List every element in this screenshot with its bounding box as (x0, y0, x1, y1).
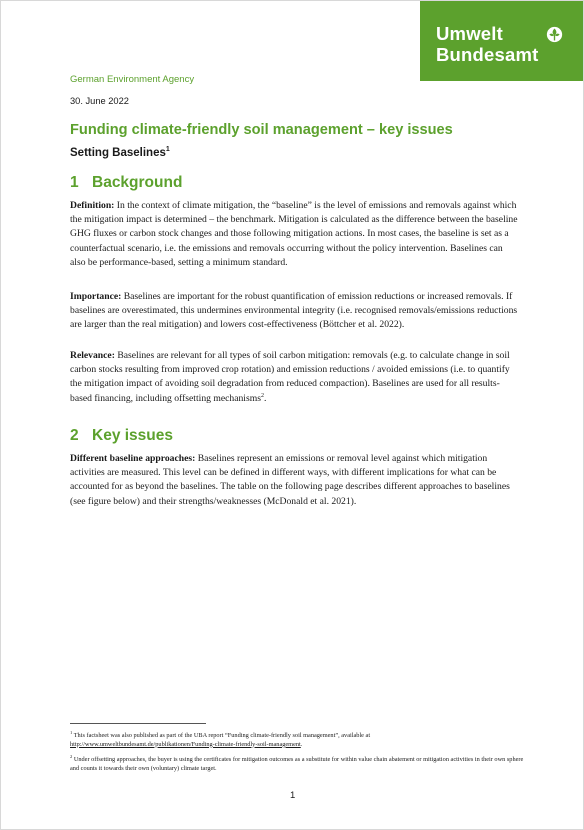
paragraph-end: . (263, 392, 267, 404)
paragraph-label: Definition: (70, 200, 115, 211)
page-number: 1 (290, 790, 296, 801)
document-title: Funding climate-friendly soil management – key issues (70, 122, 453, 138)
footnote-number: 1 (70, 730, 73, 735)
paragraph-label: Importance: (70, 291, 122, 302)
footnote-2 (70, 753, 525, 773)
paragraph-text: In the context of climate mitigation, the “baseline” is the level of emissions and removals against which the mitigation impact is determined – the benchmark. Mitigation is calculated as the difference between the baseline GHG fluxes or carbon stock changes and those following mitigation actions. In most cases, the baseline is set as a counterfactual scenario, i.e. the emissions and removals occurring without the policy intervention. Baselines can also be performance-based, setting a minimum standard. (70, 200, 518, 268)
footnote-1 (70, 729, 525, 749)
footnote-divider (70, 723, 206, 724)
uba-logo (420, 1, 583, 81)
logo-line-umwelt: Umwelt (436, 23, 503, 44)
paragraph-text: Baselines are relevant for all types of soil carbon mitigation: removals (e.g. to calculate change in soil carbon stocks resulting from improved crop rotation) and emission reductions / avoided emissions (i.e. to quantify the mitigation impact of avoiding soil degradation from reduced compaction). Baselines are used for all results-based financing, including offsetting mechanisms (70, 350, 510, 404)
section-number: 2 (70, 427, 79, 444)
subtitle-text: Setting Baselines (70, 146, 166, 159)
paragraph-text: Baselines are important for the robust quantification of emission reductions or increased removals. If baselines are overestimated, this undermines environmental integrity (i.e. recognised removals/emissions reductions are larger than the real mitigation) and lowers cost-effectiveness (Böttcher et al. 2022). (70, 291, 518, 331)
paragraph-label: Relevance: (70, 350, 115, 361)
logo-line-bundesamt: Bundesamt (436, 44, 539, 65)
section-number: 1 (70, 174, 79, 191)
section-title: Key issues (92, 427, 173, 444)
document-date: 30. June 2022 (70, 96, 129, 106)
document-subtitle (70, 146, 170, 159)
agency-name: German Environment Agency (70, 74, 195, 85)
footnote-text: Under offsetting approaches, the buyer is using the certificates for mitigation outcomes as a substitute for within value chain abatement or mitigation activities in their own sphere and counts it towards their own (voluntary) climate target. (70, 756, 524, 772)
paragraph-text: Baselines represent an emissions or removal level against which mitigation activities are measured. This level can be defined in different ways, with different implications for what can be accounted for as beyond the baselines. The table on the following page describes different approaches to baselines (see figure below) and their strengths/weaknesses (McDonald et al. 2021). (70, 453, 510, 507)
footnote-end: . (300, 740, 303, 748)
footnote-number: 2 (70, 754, 73, 759)
footnote-ref-1: 1 (165, 146, 170, 153)
paragraph-definition (70, 199, 520, 270)
paragraph-label: Different baseline approaches: (70, 453, 196, 464)
footnote-ref-2: 2 (260, 392, 264, 399)
paragraph-baseline-approaches (70, 452, 520, 509)
paragraph-relevance (70, 349, 520, 406)
paragraph-importance (70, 290, 520, 333)
leaf-cross-icon (546, 26, 563, 43)
section-heading-background (70, 174, 182, 192)
footnote-text: This factsheet was also published as part of the UBA report “Funding climate-friendly soil management”, available at (72, 732, 371, 740)
footnote-link[interactable]: http://www.umweltbundesamt.de/publikationen/Funding-climate-friendly-soil-management (70, 740, 301, 748)
section-heading-key-issues (70, 427, 173, 445)
section-title: Background (92, 174, 183, 191)
